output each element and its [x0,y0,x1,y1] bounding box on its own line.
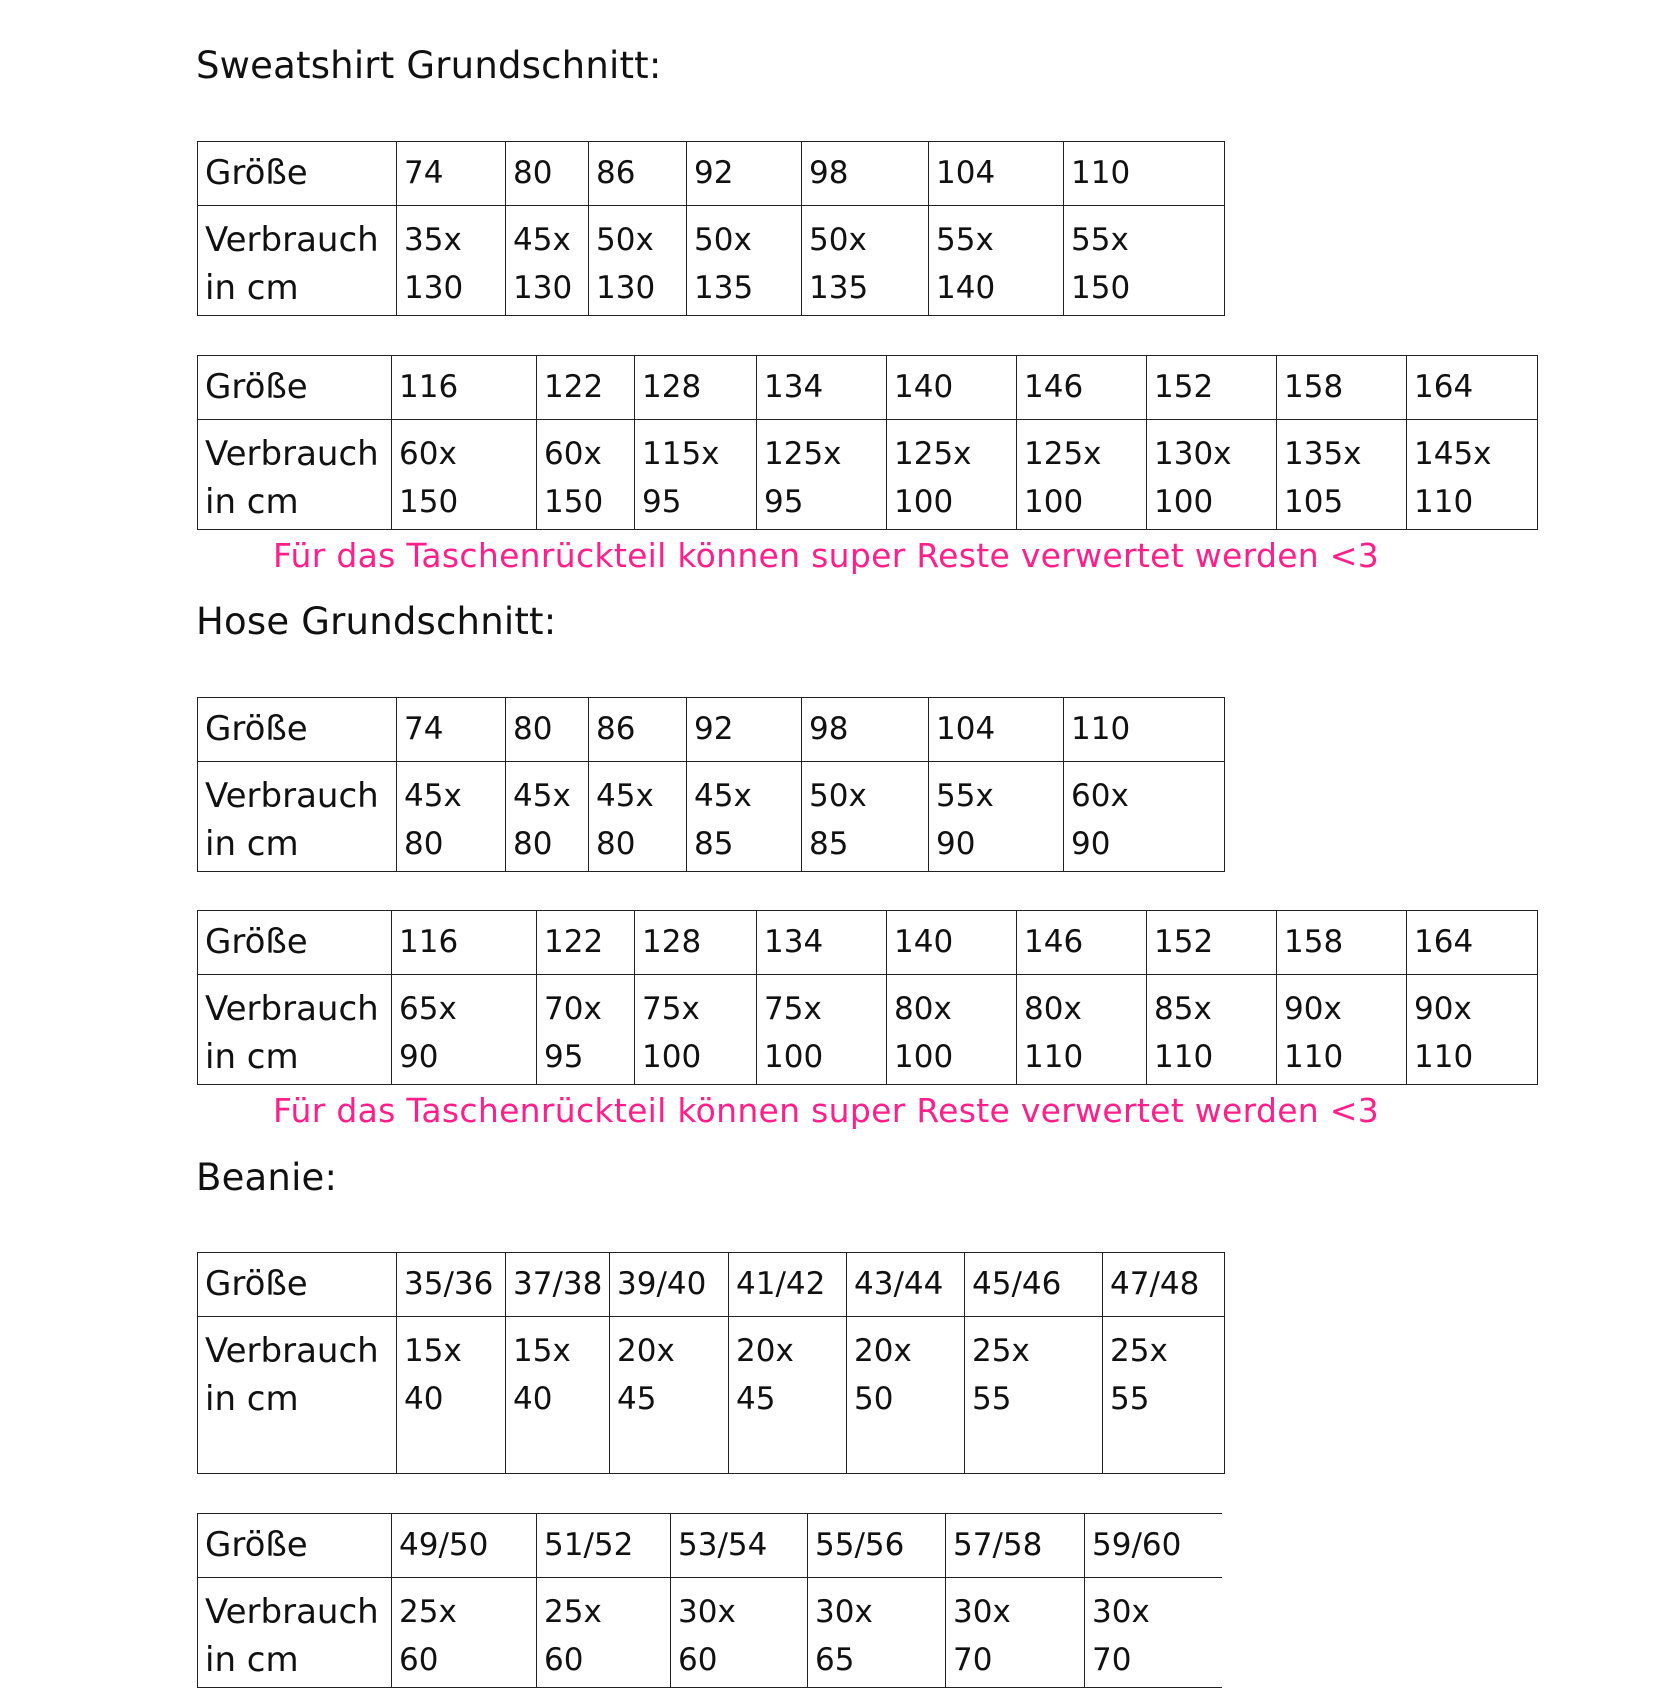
section-title-sweatshirt: Sweatshirt Grundschnitt: [196,44,662,87]
usage-cell: 30x 70 [946,1578,1085,1688]
usage-cell: 45x 80 [397,762,506,872]
usage-cell: 20x 50 [847,1317,965,1474]
usage-cell: 50x 130 [589,206,687,316]
size-cell: 116 [392,911,537,975]
note-leftover-fabric: Für das Taschenrückteil können super Reste verwertet werden <3 [273,1091,1380,1130]
size-cell: 164 [1407,911,1538,975]
usage-cell: 20x 45 [729,1317,847,1474]
usage-cell: 25x 55 [965,1317,1103,1474]
usage-label: Verbrauch in cm [198,420,392,530]
usage-row [198,1578,1222,1688]
usage-cell: 75x 100 [757,975,887,1085]
usage-cell: 30x 70 [1085,1578,1222,1688]
size-row [198,1253,1225,1317]
note-leftover-fabric: Für das Taschenrückteil können super Reste verwertet werden <3 [273,536,1380,575]
usage-cell: 30x 60 [671,1578,808,1688]
size-row [198,142,1225,206]
usage-cell: 15x 40 [397,1317,506,1474]
usage-cell: 55x 150 [1064,206,1225,316]
usage-cell: 35x 130 [397,206,506,316]
size-label: Größe [198,142,397,206]
size-cell: 41/42 [729,1253,847,1317]
usage-cell: 80x 110 [1017,975,1147,1085]
size-cell: 86 [589,698,687,762]
size-label: Größe [198,356,392,420]
size-cell: 104 [929,698,1064,762]
size-table-beanie-large [197,1513,1222,1688]
usage-cell: 45x 85 [687,762,802,872]
size-cell: 134 [757,356,887,420]
size-cell: 146 [1017,911,1147,975]
usage-label: Verbrauch in cm [198,206,397,316]
size-cell: 92 [687,142,802,206]
size-table-hose-small [197,697,1225,872]
usage-cell: 50x 85 [802,762,929,872]
usage-cell: 55x 90 [929,762,1064,872]
size-cell: 80 [506,142,589,206]
usage-cell: 45x 80 [589,762,687,872]
usage-cell: 75x 100 [635,975,757,1085]
usage-cell: 65x 90 [392,975,537,1085]
usage-cell: 30x 65 [808,1578,946,1688]
usage-cell: 50x 135 [687,206,802,316]
size-cell: 116 [392,356,537,420]
usage-cell: 55x 140 [929,206,1064,316]
size-cell: 39/40 [610,1253,729,1317]
size-cell: 134 [757,911,887,975]
size-cell: 98 [802,142,929,206]
usage-cell: 60x 150 [537,420,635,530]
size-cell: 128 [635,911,757,975]
usage-cell: 90x 110 [1407,975,1538,1085]
usage-label: Verbrauch in cm [198,1578,392,1688]
usage-cell: 15x 40 [506,1317,610,1474]
size-cell: 122 [537,356,635,420]
usage-row [198,1317,1225,1474]
usage-cell: 50x 135 [802,206,929,316]
size-cell: 74 [397,698,506,762]
size-cell: 59/60 [1085,1514,1222,1578]
size-cell: 140 [887,911,1017,975]
size-cell: 43/44 [847,1253,965,1317]
usage-row [198,762,1225,872]
size-cell: 158 [1277,911,1407,975]
usage-cell: 130x 100 [1147,420,1277,530]
usage-label: Verbrauch in cm [198,762,397,872]
usage-cell: 125x 100 [887,420,1017,530]
size-cell: 35/36 [397,1253,506,1317]
usage-cell: 60x 90 [1064,762,1225,872]
size-cell: 86 [589,142,687,206]
usage-cell: 45x 80 [506,762,589,872]
size-table-hose-large [197,910,1538,1085]
usage-label: Verbrauch in cm [198,1317,397,1474]
usage-cell: 125x 100 [1017,420,1147,530]
usage-cell: 80x 100 [887,975,1017,1085]
size-label: Größe [198,698,397,762]
usage-label: Verbrauch in cm [198,975,392,1085]
usage-cell: 25x 60 [537,1578,671,1688]
size-cell: 110 [1064,142,1225,206]
size-label: Größe [198,1514,392,1578]
size-cell: 128 [635,356,757,420]
size-table-beanie-small [197,1252,1225,1474]
usage-cell: 125x 95 [757,420,887,530]
size-label: Größe [198,911,392,975]
size-cell: 74 [397,142,506,206]
size-cell: 37/38 [506,1253,610,1317]
usage-cell: 90x 110 [1277,975,1407,1085]
size-cell: 152 [1147,356,1277,420]
usage-cell: 20x 45 [610,1317,729,1474]
size-row [198,356,1538,420]
size-cell: 158 [1277,356,1407,420]
usage-row [198,420,1538,530]
size-cell: 122 [537,911,635,975]
usage-cell: 85x 110 [1147,975,1277,1085]
usage-cell: 70x 95 [537,975,635,1085]
usage-cell: 25x 55 [1103,1317,1225,1474]
size-cell: 53/54 [671,1514,808,1578]
usage-row [198,975,1538,1085]
size-label: Größe [198,1253,397,1317]
size-cell: 164 [1407,356,1538,420]
size-cell: 98 [802,698,929,762]
section-title-hose: Hose Grundschnitt: [196,600,557,643]
usage-cell: 45x 130 [506,206,589,316]
size-row [198,698,1225,762]
size-row [198,911,1538,975]
size-cell: 57/58 [946,1514,1085,1578]
size-cell: 104 [929,142,1064,206]
size-table-sweatshirt-large [197,355,1538,530]
usage-cell: 60x 150 [392,420,537,530]
usage-row [198,206,1225,316]
usage-cell: 145x 110 [1407,420,1538,530]
size-table-sweatshirt-small [197,141,1225,316]
size-cell: 110 [1064,698,1225,762]
size-cell: 80 [506,698,589,762]
section-title-beanie: Beanie: [196,1156,338,1199]
usage-cell: 115x 95 [635,420,757,530]
usage-cell: 135x 105 [1277,420,1407,530]
size-row [198,1514,1222,1578]
size-cell: 51/52 [537,1514,671,1578]
size-cell: 55/56 [808,1514,946,1578]
usage-cell: 25x 60 [392,1578,537,1688]
size-cell: 49/50 [392,1514,537,1578]
size-cell: 152 [1147,911,1277,975]
size-cell: 92 [687,698,802,762]
size-cell: 140 [887,356,1017,420]
size-cell: 45/46 [965,1253,1103,1317]
size-cell: 146 [1017,356,1147,420]
size-cell: 47/48 [1103,1253,1225,1317]
